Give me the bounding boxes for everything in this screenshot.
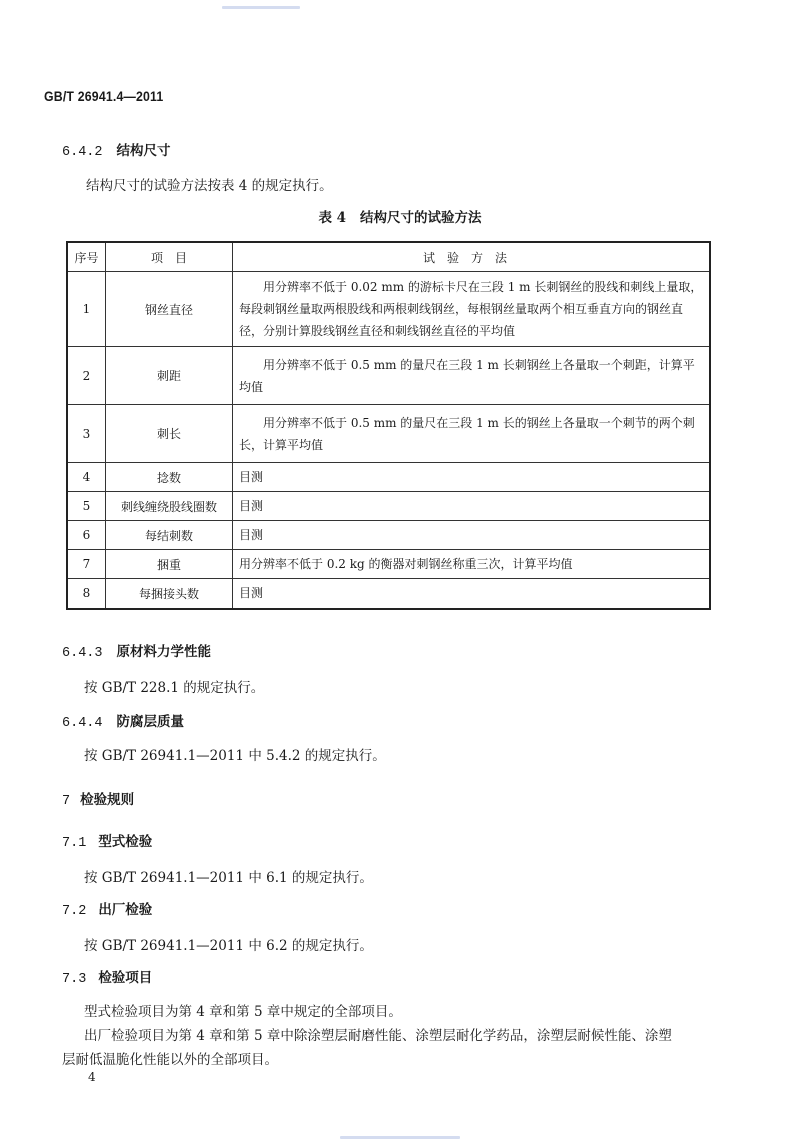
table-row [67, 272, 710, 347]
chapter-7-heading [62, 788, 134, 809]
table-row [67, 492, 710, 521]
table-row [67, 347, 710, 405]
bottom-watermark [340, 1136, 460, 1139]
section-7-2-text: 按 GB/T 26941.1—2011 中 6.2 的规定执行。 [84, 938, 373, 954]
section-number: 7.3 [62, 972, 87, 987]
row-no: 3 [67, 405, 106, 463]
row-method: 目测 [233, 463, 711, 492]
section-title: 结构尺寸 [116, 143, 171, 159]
header-method: 试验方法 [233, 242, 711, 272]
row-no: 8 [67, 579, 106, 609]
row-item: 刺长 [106, 405, 233, 463]
row-no: 5 [67, 492, 106, 521]
row-method: 用分辨率不低于 0.02 mm 的游标卡尺在三段 1 m 长刺钢丝的股线和刺线上量取，每段刺钢丝量取两根股线和两根刺线钢丝，每根钢丝量取两个相互垂直方向的钢丝直径，分别计算股线钢丝直径和刺线钢丝直径的平均值 [233, 272, 711, 347]
row-method: 目测 [233, 579, 711, 609]
header-item: 项 目 [106, 242, 233, 272]
table-header-row [67, 242, 710, 272]
row-item: 每捆接头数 [106, 579, 233, 609]
row-method: 目测 [233, 521, 711, 550]
table-number: 表 4 [318, 210, 347, 226]
section-number: 6.4.2 [62, 145, 103, 160]
section-7-3-text-2-line-2: 层耐低温脆化性能以外的全部项目。 [62, 1052, 278, 1068]
section-number: 6.4.4 [62, 716, 103, 731]
page-number: 4 [88, 1070, 96, 1084]
row-method: 目测 [233, 492, 711, 521]
section-6-4-4-heading [62, 710, 184, 731]
row-no: 2 [67, 347, 106, 405]
document-id: GB/T 26941.4—2011 [44, 88, 164, 104]
section-7-1-text: 按 GB/T 26941.1—2011 中 6.1 的规定执行。 [84, 870, 373, 886]
table-row [67, 579, 710, 609]
section-7-3-heading [62, 966, 152, 987]
row-no: 4 [67, 463, 106, 492]
table-title: 结构尺寸的试验方法 [360, 210, 482, 226]
table-row [67, 463, 710, 492]
section-6-4-3-text: 按 GB/T 228.1 的规定执行。 [84, 680, 265, 696]
section-title: 原材料力学性能 [116, 644, 212, 660]
row-no: 7 [67, 550, 106, 579]
section-title: 检验规则 [80, 792, 135, 808]
section-7-2-heading [62, 898, 152, 919]
section-title: 防腐层质量 [116, 714, 185, 730]
row-item: 捻数 [106, 463, 233, 492]
section-number: 6.4.3 [62, 646, 103, 661]
row-item: 每结刺数 [106, 521, 233, 550]
section-6-4-3-heading [62, 640, 211, 661]
section-title: 型式检验 [98, 834, 153, 850]
row-method: 用分辨率不低于 0.5 mm 的量尺在三段 1 m 长的钢丝上各量取一个刺节的两个刺长，计算平均值 [233, 405, 711, 463]
row-no: 1 [67, 272, 106, 347]
table-caption [0, 206, 800, 226]
table-row [67, 550, 710, 579]
row-item: 刺线缠绕股线圈数 [106, 492, 233, 521]
structure-dimension-test-table [66, 241, 711, 610]
row-method: 用分辨率不低于 0.5 mm 的量尺在三段 1 m 长刺钢丝上各量取一个刺距，计算平均值 [233, 347, 711, 405]
table-row [67, 405, 710, 463]
section-6-4-2-text: 结构尺寸的试验方法按表 4 的规定执行。 [86, 178, 333, 194]
section-title: 出厂检验 [98, 902, 153, 918]
section-6-4-2-heading [62, 139, 171, 160]
section-7-1-heading [62, 830, 152, 851]
section-number: 7 [62, 794, 71, 809]
section-7-3-text-2-line-1: 出厂检验项目为第 4 章和第 5 章中除涂塑层耐磨性能、涂塑层耐化学药品，涂塑层耐候性能、涂塑 [84, 1028, 672, 1044]
row-item: 钢丝直径 [106, 272, 233, 347]
row-item: 捆重 [106, 550, 233, 579]
row-no: 6 [67, 521, 106, 550]
section-7-3-text-1: 型式检验项目为第 4 章和第 5 章中规定的全部项目。 [84, 1004, 402, 1020]
header-no: 序号 [67, 242, 106, 272]
top-watermark [222, 6, 300, 9]
section-number: 7.1 [62, 836, 87, 851]
section-6-4-4-text: 按 GB/T 26941.1—2011 中 5.4.2 的规定执行。 [84, 748, 386, 764]
section-number: 7.2 [62, 904, 87, 919]
row-item: 刺距 [106, 347, 233, 405]
table-row [67, 521, 710, 550]
section-title: 检验项目 [98, 970, 153, 986]
row-method: 用分辨率不低于 0.2 kg 的衡器对刺钢丝称重三次，计算平均值 [233, 550, 711, 579]
